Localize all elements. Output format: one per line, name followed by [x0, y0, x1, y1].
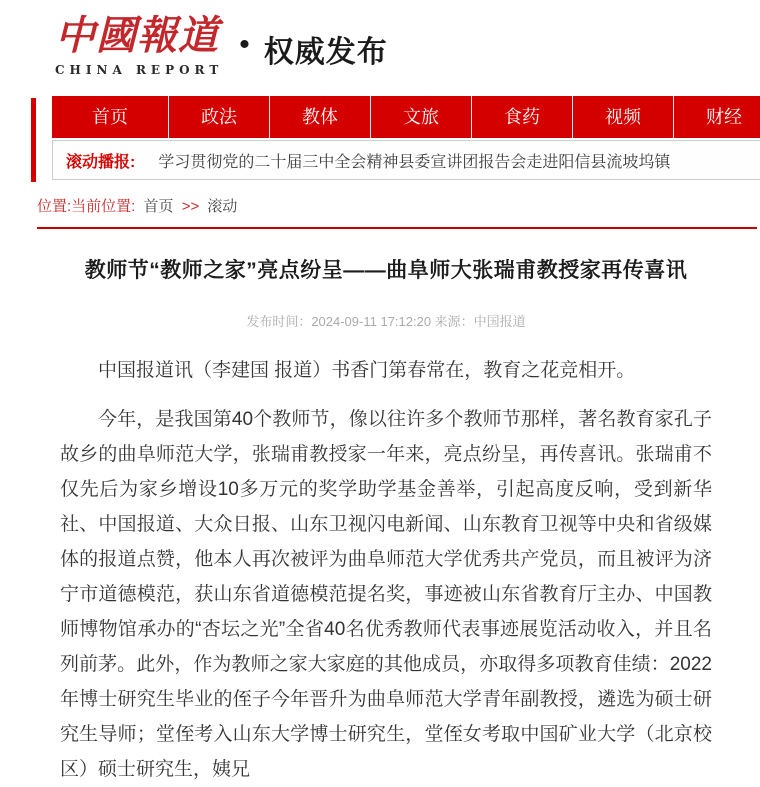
article-paragraph-lead: 中国报道讯（李建国 报道）书香门第春常在，教育之花竞相开。: [98, 360, 636, 381]
logo-english: CHINA REPORT: [55, 63, 224, 77]
logo-chinese-calligraphy: 中國報道: [55, 12, 219, 59]
breadcrumb: [37, 195, 760, 216]
breadcrumb-current-link[interactable]: 滚动: [207, 198, 238, 215]
article-meta: 发布时间：2024-09-11 17:12:20 来源：中国报道: [246, 314, 526, 329]
nav-tab-culture-tourism[interactable]: 文旅: [370, 96, 471, 138]
news-ticker: [52, 140, 760, 180]
main-nav: [52, 96, 760, 138]
site-header: [0, 0, 760, 96]
red-divider-line: [37, 227, 757, 229]
nav-tab-food-drug[interactable]: 食药: [471, 96, 572, 138]
nav-tab-finance[interactable]: 财经: [673, 96, 760, 138]
article-title: 教师节“教师之家”亮点纷呈——曲阜师大张瑞甫教授家再传喜讯: [84, 259, 688, 282]
left-red-strip: [31, 98, 36, 182]
bullet-icon: •: [239, 28, 250, 61]
breadcrumb-separator: >>: [181, 198, 200, 215]
site-slogan: 权威发布: [263, 36, 388, 69]
site-logo[interactable]: [55, 12, 223, 77]
article: [0, 254, 760, 787]
ticker-label: 滚动播报:: [66, 153, 136, 171]
nav-tab-home[interactable]: 首页: [92, 107, 128, 127]
nav-tab-education-sports[interactable]: 教体: [269, 96, 370, 138]
ticker-headline-link[interactable]: 学习贯彻党的二十届三中全会精神县委宣讲团报告会走进阳信县流坡坞镇: [158, 153, 671, 171]
article-paragraph-body: 今年，是我国第40个教师节，像以往许多个教师节那样，著名教育家孔子故乡的曲阜师范大学，张瑞甫教授家一年来，亮点纷呈，再传喜讯。张瑞甫不仅先后为家乡增设10多万元的奖学助学基金善举，引起高度反响，受到新华社、中国报道、大众日报、山东卫视闪电新闻、山东教育卫视等中央和省级媒体的报道点赞，他本人再次被评为曲阜师范大学优秀共产党员，而且被评为济宁市道德模范，获山东省道德模范提名奖，事迹被山东省教育厅主办、中国教师博物馆承办的“杏坛之光”全省40名优秀教师代表事迹展览活动收入，并且名列前茅。此外，作为教师之家大家庭的其他成员，亦取得多项教育佳绩：2022年博士研究生毕业的侄子今年晋升为曲阜师范大学青年副教授，遴选为硕士研究生导师；堂侄考入山东大学博士研究生，堂侄女考取中国矿业大学（北京校区）硕士研究生，姨兄: [60, 409, 712, 780]
nav-tab-politics-law[interactable]: 政法: [168, 96, 269, 138]
nav-tab-video[interactable]: 视频: [572, 96, 673, 138]
breadcrumb-home-link[interactable]: 首页: [143, 198, 174, 215]
breadcrumb-prefix: 位置:当前位置:: [37, 198, 136, 215]
